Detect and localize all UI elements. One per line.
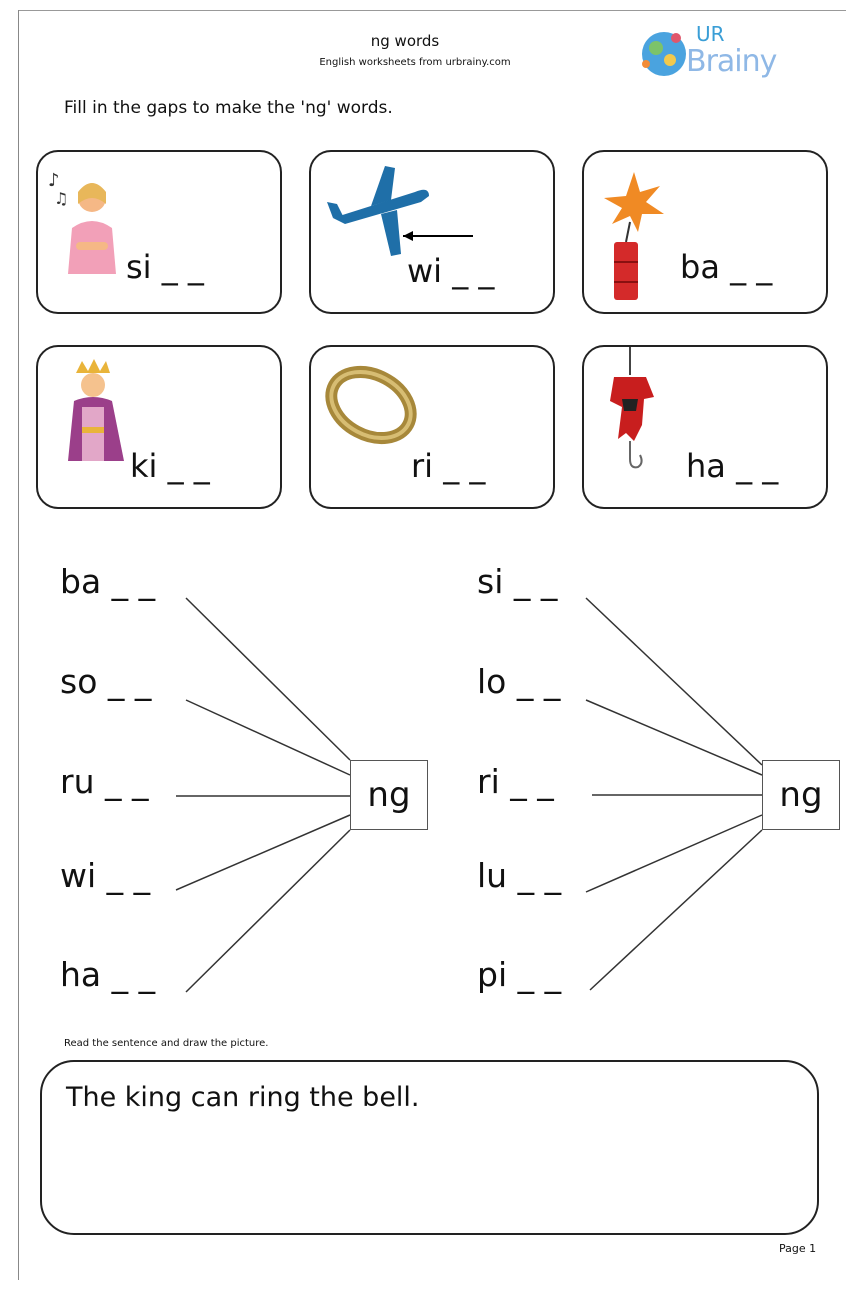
match-word-left: so _ _: [60, 662, 152, 701]
match-word-left: ha _ _: [60, 955, 156, 994]
card-word: si _ _: [126, 248, 204, 286]
match-word-left: wi _ _: [60, 856, 151, 895]
page-number: Page 1: [779, 1242, 817, 1255]
worksheet-subtitle: English worksheets from urbrainy.com: [319, 57, 511, 68]
match-word-right: ri _ _: [477, 762, 554, 801]
logo-text-brainy: Brainy: [686, 44, 777, 79]
match-word-right: pi _ _: [477, 955, 562, 994]
card-word: wi _ _: [407, 252, 495, 290]
card-word: ki _ _: [130, 447, 210, 485]
drawing-area[interactable]: [40, 1060, 819, 1235]
svg-text:♪: ♪: [48, 170, 60, 191]
logo-text-ur: UR: [696, 22, 725, 46]
ng-target-box-right: ng: [762, 760, 840, 830]
svg-text:♫: ♫: [54, 189, 69, 208]
draw-sentence: The king can ring the bell.: [66, 1082, 420, 1113]
match-word-right: lo _ _: [477, 662, 561, 701]
match-word-right: lu _ _: [477, 856, 562, 895]
card-word: ha _ _: [686, 447, 779, 485]
fill-gaps-instruction: Fill in the gaps to make the 'ng' words.: [64, 98, 393, 118]
ng-target-box-left: ng: [350, 760, 428, 830]
read-draw-instruction: Read the sentence and draw the picture.: [64, 1038, 269, 1049]
match-word-right: si _ _: [477, 562, 558, 601]
match-word-left: ba _ _: [60, 562, 156, 601]
card-word: ba _ _: [680, 248, 773, 286]
match-word-left: ru _ _: [60, 762, 149, 801]
card-word: ri _ _: [411, 447, 486, 485]
worksheet-title: ng words: [370, 32, 440, 50]
